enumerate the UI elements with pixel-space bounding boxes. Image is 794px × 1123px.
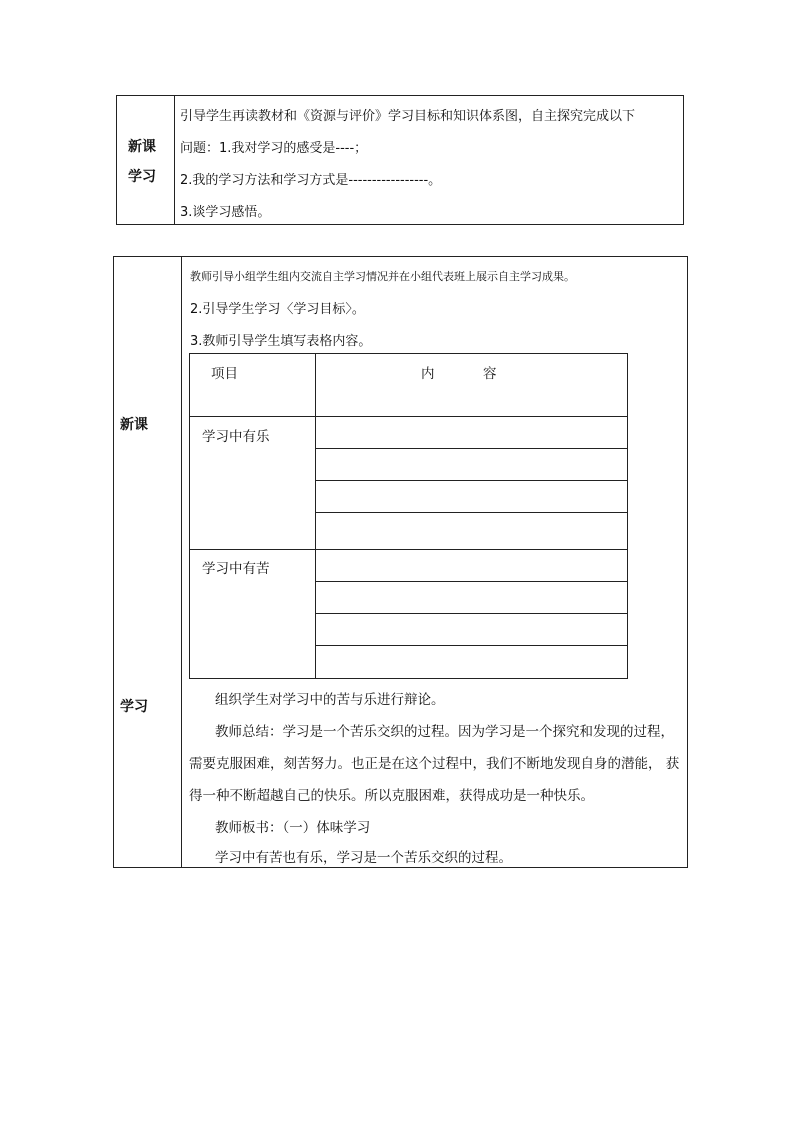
intro-text-line2: 问题：1.我对学习的感受是----； [180, 141, 368, 156]
lesson-step2: 2.引导学生学习〈学习目标〉。 [190, 302, 365, 317]
fill-in-joy-line-2[interactable] [315, 480, 627, 481]
lesson-step3: 3.教师引导学生填写表格内容。 [190, 334, 372, 349]
lesson-label-top: 新课 [120, 417, 148, 433]
fill-in-header-content-1: 内 [421, 366, 435, 382]
board-line: 学习中有苦也有乐，学习是一个苦乐交织的过程。 [215, 850, 512, 866]
intro-table-divider [174, 96, 175, 224]
summary-line3: 得一种不断超越自己的快乐。所以克服困难，获得成功是一种快乐。 [189, 788, 594, 804]
board-title: 教师板书：（一）体味学习 [215, 820, 371, 836]
fill-in-table [189, 353, 628, 679]
fill-in-row-pain: 学习中有苦 [202, 561, 270, 577]
fill-in-header-item: 项目 [211, 366, 238, 382]
fill-in-row-joy: 学习中有乐 [202, 429, 270, 445]
fill-in-joy-line-1[interactable] [315, 448, 627, 449]
debate-text: 组织学生对学习中的苦与乐进行辩论。 [215, 692, 445, 708]
fill-in-table-section-line [190, 549, 627, 550]
lesson-table-divider [181, 257, 182, 867]
fill-in-pain-line-1[interactable] [315, 581, 627, 582]
fill-in-pain-line-3[interactable] [315, 645, 627, 646]
intro-text-line4: 3.谈学习感悟。 [180, 205, 271, 220]
fill-in-header-content-2: 容 [483, 366, 497, 382]
summary-line2: 需要克服困难，刻苦努力。也正是在这个过程中，我们不断地发现自身的潜能， 获 [189, 756, 680, 772]
fill-in-table-col-divider [315, 354, 316, 678]
lesson-label-bottom: 学习 [120, 699, 148, 715]
intro-text-line1: 引导学生再读教材和《资源与评价》学习目标和知识体系图，自主探究完成以下 [180, 109, 636, 124]
fill-in-pain-line-2[interactable] [315, 613, 627, 614]
summary-line1: 教师总结：学习是一个苦乐交织的过程。因为学习是一个探究和发现的过程， [215, 724, 674, 740]
intro-label-line2: 学习 [128, 169, 156, 185]
intro-label-line1: 新课 [128, 139, 156, 155]
intro-text-line3: 2.我的学习方法和学习方式是-----------------。 [180, 173, 442, 188]
lesson-intro: 教师引导小组学生组内交流自主学习情况并在小组代表班上展示自主学习成果。 [190, 270, 575, 283]
fill-in-table-header-line [190, 416, 627, 417]
fill-in-joy-line-3[interactable] [315, 512, 627, 513]
